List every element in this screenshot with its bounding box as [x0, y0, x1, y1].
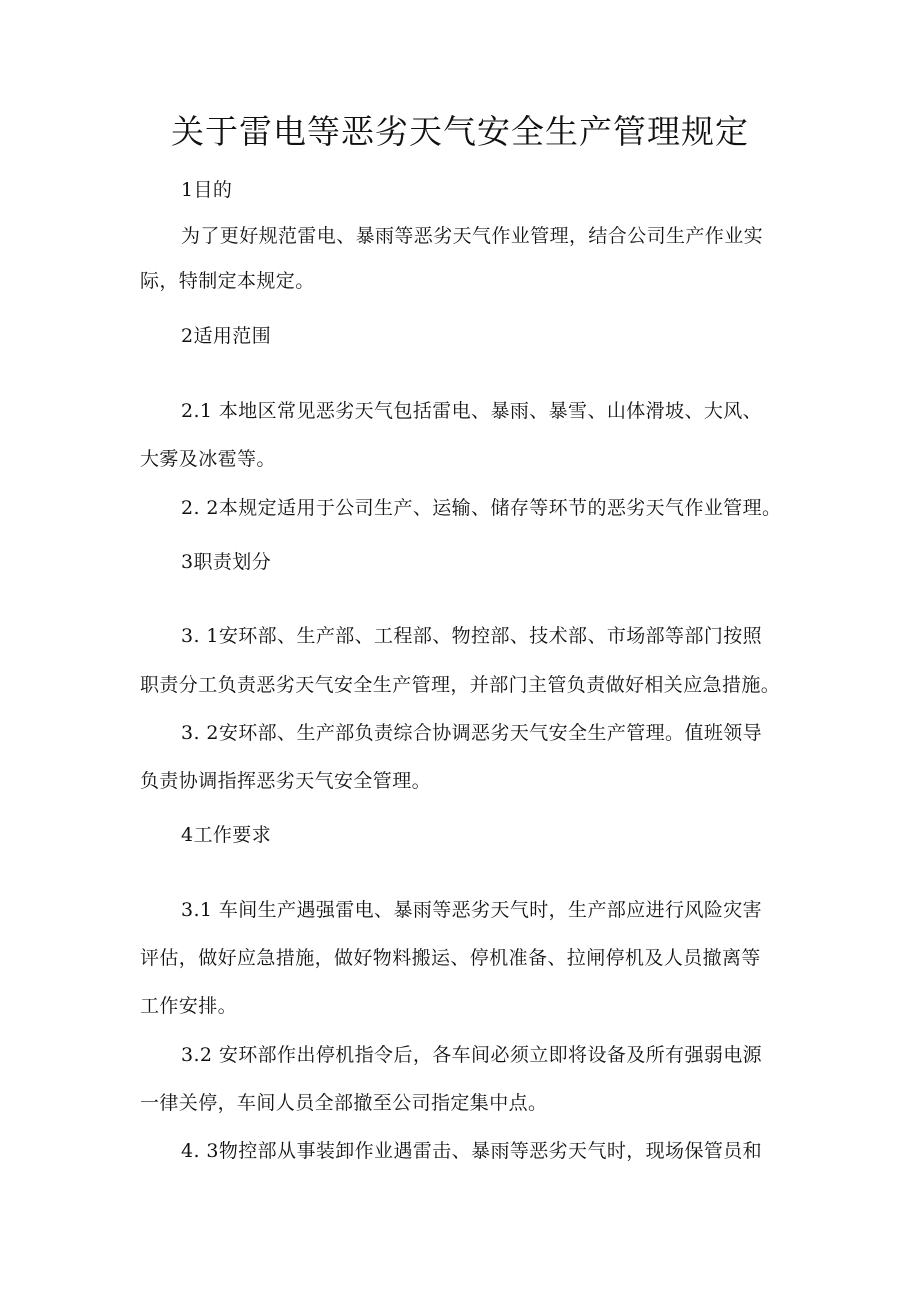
section-2-heading: 2适用范围: [181, 325, 272, 347]
clause-4-3-line-1: 4. 3物控部从事装卸作业遇雷击、暴雨等恶劣天气时，现场保管员和: [181, 1140, 763, 1162]
section-1-paragraph-line-1: 为了更好规范雷电、暴雨等恶劣天气作业管理，结合公司生产作业实: [181, 225, 764, 247]
section-1-heading: 1目的: [181, 179, 233, 201]
document-title: 关于雷电等恶劣天气安全生产管理规定: [171, 112, 749, 151]
clause-4-1-line-3: 工作安排。: [140, 995, 238, 1017]
clause-2-1-line-1: 2.1 本地区常见恶劣天气包括雷电、暴雨、暴雪、山体滑坡、大风、: [181, 400, 763, 422]
clause-3-2-line-2: 负责协调指挥恶劣天气安全管理。: [140, 770, 432, 792]
section-1-paragraph-line-2: 际，特制定本规定。: [140, 270, 315, 292]
clause-3-2-line-1: 3. 2安环部、生产部负责综合协调恶劣天气安全生产管理。值班领导: [181, 722, 763, 744]
clause-4-1-line-1: 3.1 车间生产遇强雷电、暴雨等恶劣天气时，生产部应进行风险灾害: [181, 899, 763, 921]
clause-3-1-line-1: 3. 1安环部、生产部、工程部、物控部、技术部、市场部等部门按照: [181, 625, 763, 647]
clause-4-2-line-1: 3.2 安环部作出停机指令后，各车间必须立即将设备及所有强弱电源: [181, 1044, 763, 1066]
clause-2-1-line-2: 大雾及冰雹等。: [140, 448, 276, 470]
clause-4-2-line-2: 一律关停，车间人员全部撤至公司指定集中点。: [140, 1092, 548, 1114]
clause-2-2-line-1: 2. 2本规定适用于公司生产、运输、储存等环节的恶劣天气作业管理。: [181, 497, 782, 519]
section-3-heading: 3职责划分: [181, 551, 272, 573]
clause-3-1-line-2: 职责分工负责恶劣天气安全生产管理，并部门主管负责做好相关应急措施。: [140, 674, 781, 696]
clause-4-1-line-2: 评估，做好应急措施，做好物料搬运、停机准备、拉闸停机及人员撤离等: [140, 947, 761, 969]
section-4-heading: 4工作要求: [181, 824, 272, 846]
